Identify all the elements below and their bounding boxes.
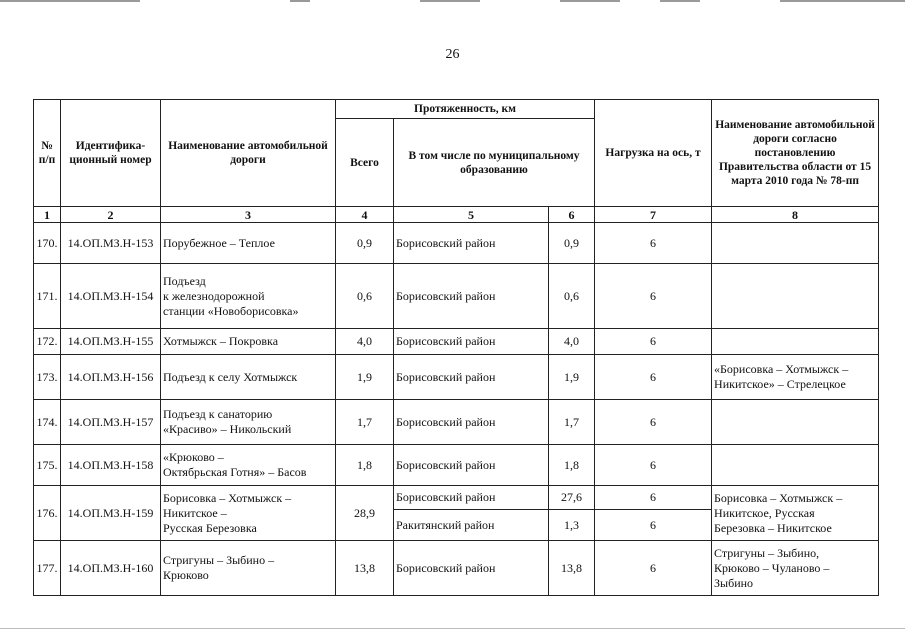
row-axle-load: 6 <box>595 510 712 541</box>
row-axle-load: 6 <box>595 400 712 445</box>
column-number: 2 <box>61 207 161 223</box>
column-number: 5 <box>394 207 549 223</box>
row-total-length: 0,9 <box>336 223 394 264</box>
row-municipality-length: 27,6 <box>549 486 595 510</box>
page-number: 26 <box>445 47 460 62</box>
row-axle-load: 6 <box>595 264 712 329</box>
column-number: 3 <box>161 207 336 223</box>
column-number: 7 <box>595 207 712 223</box>
row-road-name: «Крюково – Октябрьская Готня» – Басов <box>161 445 336 486</box>
row-num: 176. <box>34 486 61 541</box>
table-row <box>34 223 879 264</box>
row-total-length: 1,8 <box>336 445 394 486</box>
row-municipality-length: 0,6 <box>549 264 595 329</box>
header-load: Нагрузка на ось, т <box>595 100 712 207</box>
row-id: 14.ОП.МЗ.Н-155 <box>61 329 161 355</box>
row-id: 14.ОП.МЗ.Н-158 <box>61 445 161 486</box>
row-num: 170. <box>34 223 61 264</box>
row-municipality-length: 1,7 <box>549 400 595 445</box>
row-axle-load: 6 <box>595 223 712 264</box>
row-municipality: Борисовский район <box>394 445 549 486</box>
row-total-length: 1,9 <box>336 355 394 400</box>
row-municipality: Борисовский район <box>394 355 549 400</box>
row-municipality-length: 1,9 <box>549 355 595 400</box>
column-number: 1 <box>34 207 61 223</box>
row-municipality-length: 4,0 <box>549 329 595 355</box>
header-num: № п/п <box>34 100 61 207</box>
row-total-length: 4,0 <box>336 329 394 355</box>
row-id: 14.ОП.МЗ.Н-154 <box>61 264 161 329</box>
row-id: 14.ОП.МЗ.Н-153 <box>61 223 161 264</box>
scan-edge-bottom <box>0 628 905 629</box>
row-num: 174. <box>34 400 61 445</box>
row-road-name: Подъезд к селу Хотмыжск <box>161 355 336 400</box>
row-num: 172. <box>34 329 61 355</box>
row-axle-load: 6 <box>595 355 712 400</box>
row-resolution-name: «Борисовка – Хотмыжск – Никитское» – Стрелецкое <box>712 355 879 400</box>
row-road-name: Хотмыжск – Покровка <box>161 329 336 355</box>
roads-table <box>33 99 879 596</box>
row-road-name: Подъезд к санаторию «Красиво» – Никольский <box>161 400 336 445</box>
table-row <box>34 264 879 329</box>
row-axle-load: 6 <box>595 445 712 486</box>
row-axle-load: 6 <box>595 329 712 355</box>
table-row <box>34 541 879 596</box>
header-total: Всего <box>336 119 394 207</box>
row-road-name: Стригуны – Зыбино – Крюково <box>161 541 336 596</box>
row-num: 171. <box>34 264 61 329</box>
row-municipality-length: 1,8 <box>549 445 595 486</box>
row-resolution-name: Борисовка – Хотмыжск – Никитское, Русская Березовка – Никитское <box>712 486 879 541</box>
column-number: 6 <box>549 207 595 223</box>
header-length-group: Протяженность, км <box>336 100 595 119</box>
row-road-name: Подъезд к железнодорожной станции «Новоборисовка» <box>161 264 336 329</box>
table-row <box>34 329 879 355</box>
row-resolution-name <box>712 400 879 445</box>
table-row <box>34 400 879 445</box>
row-municipality: Ракитянский район <box>394 510 549 541</box>
row-id: 14.ОП.МЗ.Н-160 <box>61 541 161 596</box>
table-row <box>34 486 879 510</box>
row-resolution-name <box>712 264 879 329</box>
row-municipality: Борисовский район <box>394 400 549 445</box>
header-name: Наименование автомобильной дороги <box>161 100 336 207</box>
table-row <box>34 355 879 400</box>
row-resolution-name <box>712 445 879 486</box>
row-road-name: Борисовка – Хотмыжск – Никитское – Русская Березовка <box>161 486 336 541</box>
row-municipality: Борисовский район <box>394 486 549 510</box>
header-id: Идентифика-ционный номер <box>61 100 161 207</box>
row-road-name: Порубежное – Теплое <box>161 223 336 264</box>
header-including: В том числе по муниципальному образованию <box>394 119 595 207</box>
column-number: 4 <box>336 207 394 223</box>
table-row <box>34 445 879 486</box>
header-resolution-name: Наименование автомобильной дороги согласно постановлению Правительства области от 15 марта 2010 года № 78-пп <box>712 100 879 207</box>
row-num: 175. <box>34 445 61 486</box>
row-municipality: Борисовский район <box>394 329 549 355</box>
row-id: 14.ОП.МЗ.Н-156 <box>61 355 161 400</box>
row-id: 14.ОП.МЗ.Н-159 <box>61 486 161 541</box>
row-axle-load: 6 <box>595 486 712 510</box>
row-municipality: Борисовский район <box>394 264 549 329</box>
row-num: 177. <box>34 541 61 596</box>
row-municipality-length: 13,8 <box>549 541 595 596</box>
row-id: 14.ОП.МЗ.Н-157 <box>61 400 161 445</box>
row-resolution-name <box>712 329 879 355</box>
scan-edge-top <box>0 0 905 3</box>
row-total-length: 0,6 <box>336 264 394 329</box>
row-municipality: Борисовский район <box>394 223 549 264</box>
row-resolution-name: Стригуны – Зыбино, Крюково – Чуланово – Зыбино <box>712 541 879 596</box>
column-number: 8 <box>712 207 879 223</box>
row-municipality-length: 1,3 <box>549 510 595 541</box>
row-municipality: Борисовский район <box>394 541 549 596</box>
row-num: 173. <box>34 355 61 400</box>
row-total-length: 1,7 <box>336 400 394 445</box>
row-municipality-length: 0,9 <box>549 223 595 264</box>
row-total-length: 28,9 <box>336 486 394 541</box>
row-total-length: 13,8 <box>336 541 394 596</box>
row-resolution-name <box>712 223 879 264</box>
row-axle-load: 6 <box>595 541 712 596</box>
